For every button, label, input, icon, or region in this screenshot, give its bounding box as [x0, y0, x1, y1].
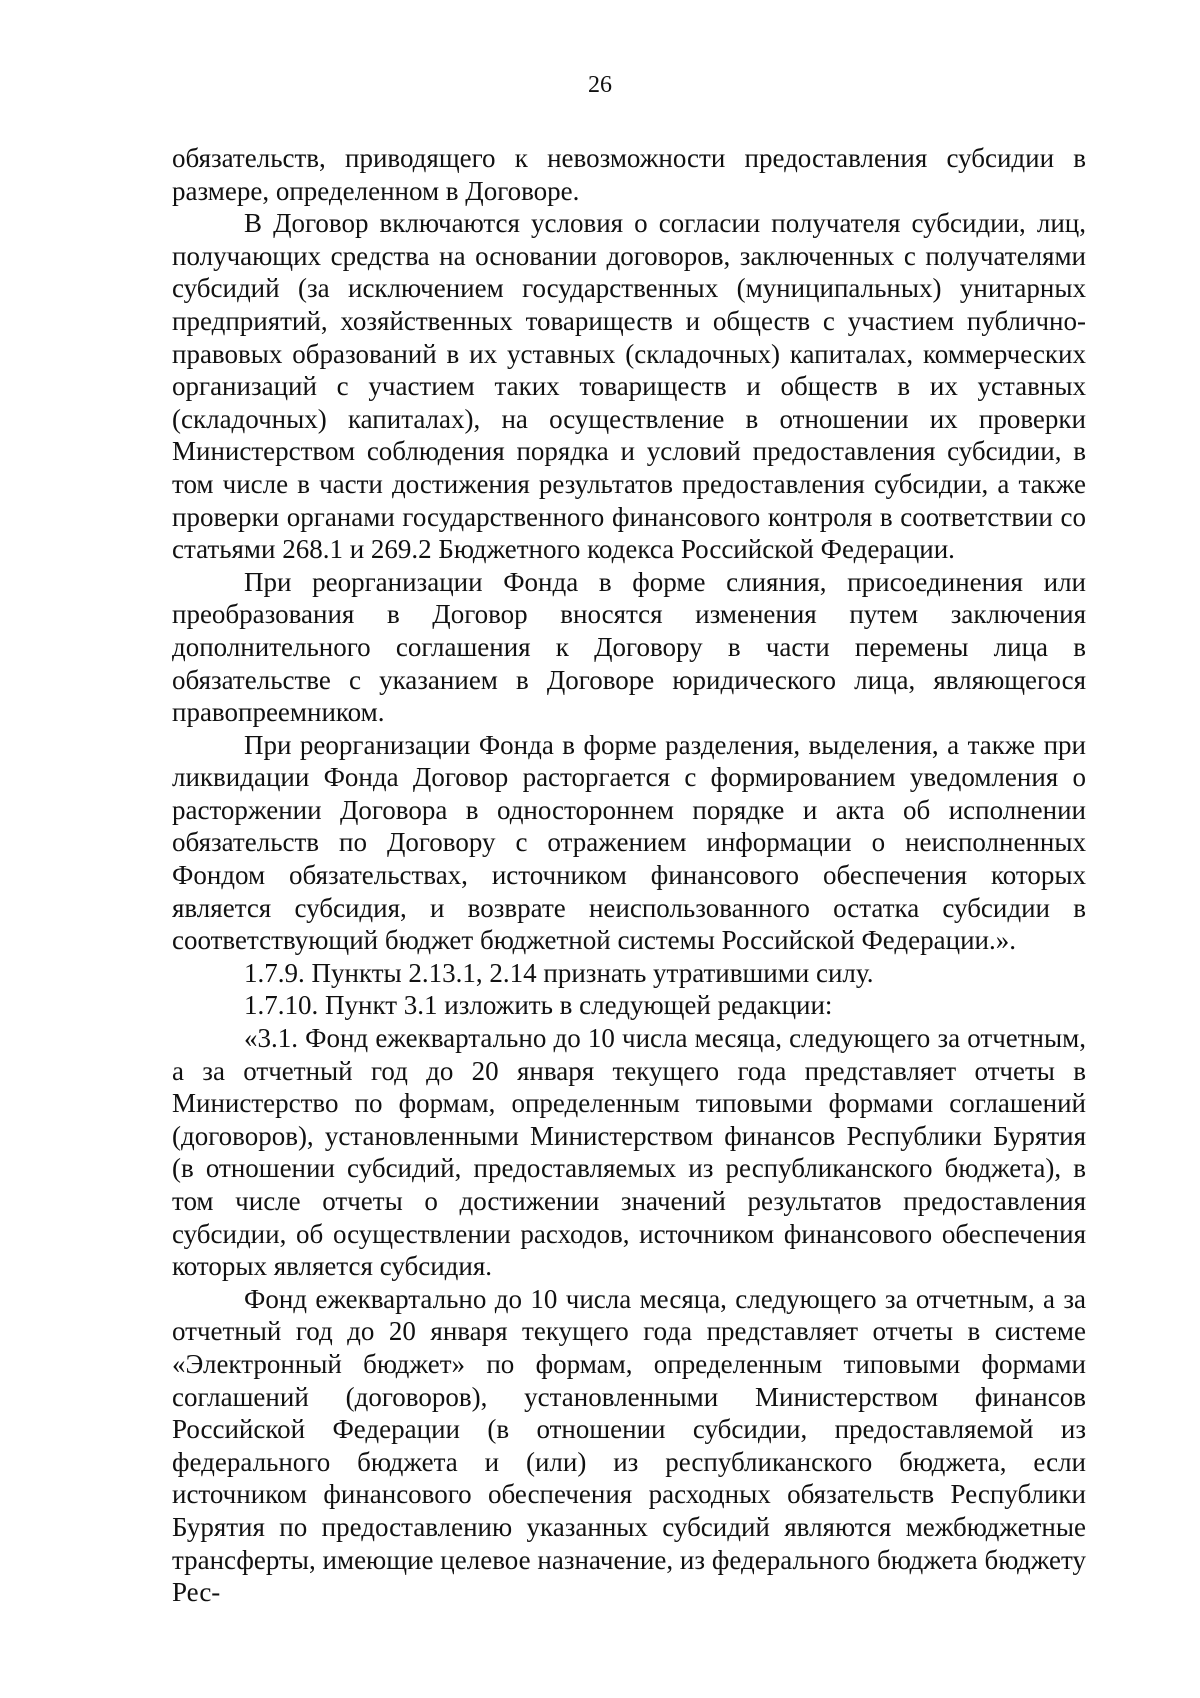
- page-number: 26: [588, 72, 612, 98]
- paragraph-continuation: обязательств, приводящего к невозможности предоставления субсидии в размере, определенном в Договоре.: [172, 143, 1086, 206]
- paragraph-electronic-budget: Фонд ежеквартально до 10 числа месяца, следующего за отчетным, а за отчетный год до 20 января текущего года представляет отчеты в системе «Электронный бюджет» по формам, определенным типовыми формами соглашений (договоров), установленными Министерством финансов Российской Федерации (в отношении субсидии, предоставляемой из федерального бюджета и (или) из республиканского бюджета, если источником финансового обеспечения расходных обязательств Республики Бурятия по предоставлению указанных субсидий являются межбюджетные трансферты, имеющие целевое назначение, из федерального бюджета бюджету Рес-: [172, 1283, 1086, 1608]
- document-body: [172, 142, 1086, 1609]
- paragraph-reorganization-merger: При реорганизации Фонда в форме слияния, присоединения или преобразования в Договор вносятся изменения путем заключения дополнительного соглашения к Договору в части перемены лица в обязательстве с указанием в Договоре юридического лица, являющегося правопреемником.: [172, 566, 1086, 728]
- paragraph-clause-3-1: «3.1. Фонд ежеквартально до 10 числа месяца, следующего за отчетным, а за отчетный год до 20 января текущего года представляет отчеты в Министерство по формам, определенным типовыми формами соглашений (договоров), установленными Министерством финансов Республики Бурятия (в отношении субсидий, предоставляемых из республиканского бюджета), в том числе отчеты о достижении значений результатов предоставления субсидии, об осуществлении расходов, источником финансового обеспечения которых является субсидия.: [172, 1023, 1086, 1282]
- paragraph-item-1-7-10: 1.7.10. Пункт 3.1 изложить в следующей редакции:: [244, 990, 833, 1021]
- paragraph-reorganization-division: При реорганизации Фонда в форме разделения, выделения, а также при ликвидации Фонда Договор расторгается с формированием уведомления о расторжении Договора в одностороннем порядке и акта об исполнении обязательств по Договору с отражением информации о неисполненных Фондом обязательствах, источником финансового обеспечения которых является субсидия, и возврате неиспользованного остатка субсидии в соответствующий бюджет бюджетной системы Российской Федерации.».: [172, 729, 1086, 956]
- paragraph-consent-conditions: В Договор включаются условия о согласии получателя субсидии, лиц, получающих средства на основании договоров, заключенных с получателями субсидий (за исключением государственных (муниципальных) унитарных предприятий, хозяйственных товариществ и обществ с участием публично-правовых образований в их уставных (складочных) капиталах, коммерческих организаций с участием таких товариществ и обществ в их уставных (складочных) капиталах), на осуществление в отношении их проверки Министерством соблюдения порядка и условий предоставления субсидии, в том числе в части достижения результатов предоставления субсидии, а также проверки органами государственного финансового контроля в соответствии со статьями 268.1 и 269.2 Бюджетного кодекса Российской Федерации.: [172, 208, 1086, 565]
- paragraph-item-1-7-9: 1.7.9. Пункты 2.13.1, 2.14 признать утратившими силу.: [244, 957, 874, 988]
